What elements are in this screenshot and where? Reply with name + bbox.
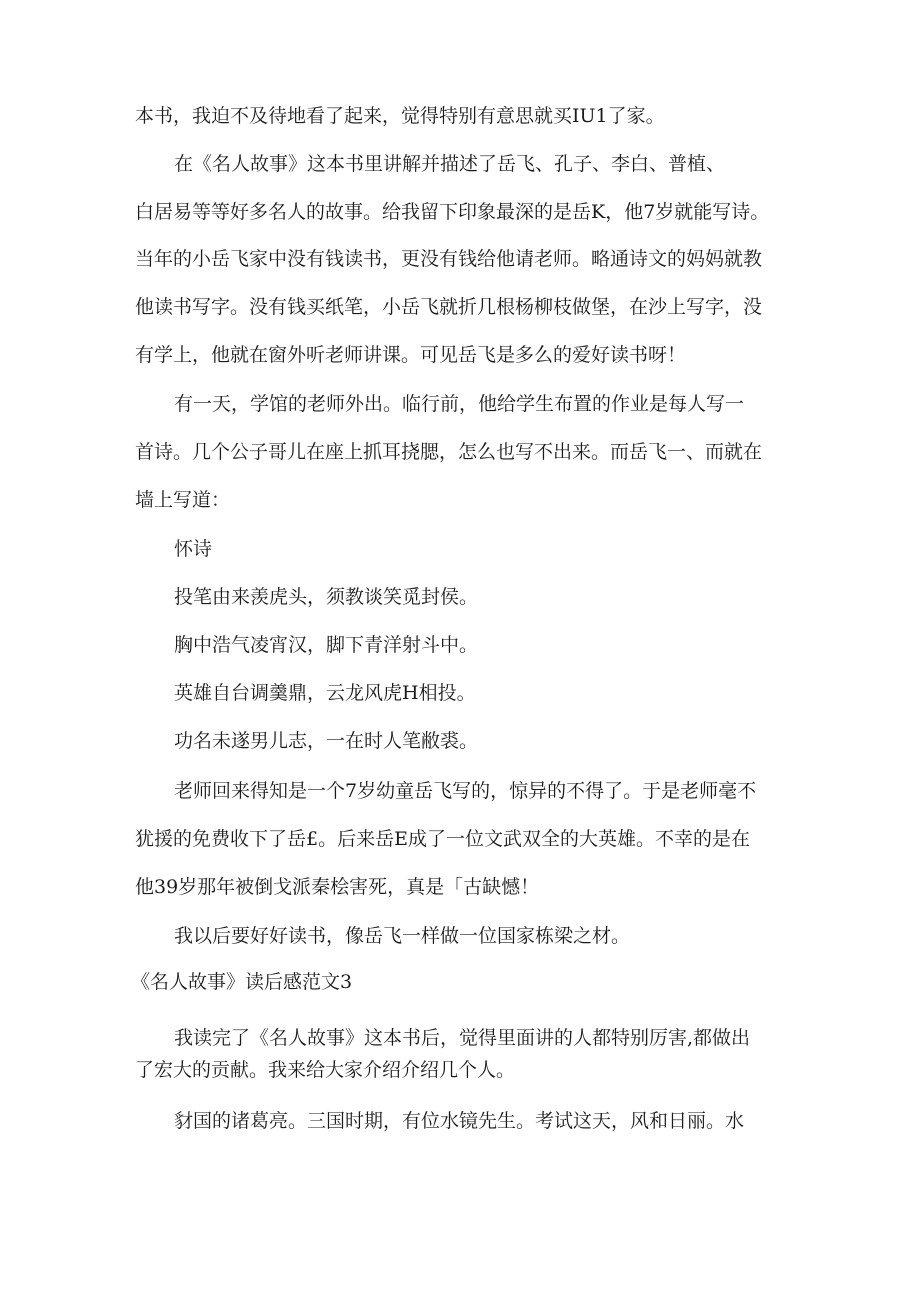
paragraph-line: 了宏大的贡献。我来给大家介绍介绍几个人。: [135, 1059, 516, 1081]
paragraph-line: 犹援的免费收下了岳£。后来岳E成了一位文武双全的大英雄。不幸的是在: [135, 828, 750, 850]
paragraph-line: 当年的小岳飞家中没有钱读书，更没有钱给他请老师。略通诗文的妈妈就教: [135, 248, 763, 270]
paragraph-line: 我读完了《名人故事》这本书后，觉得里面讲的人都特别厉害,都做出: [174, 1027, 751, 1049]
paragraph-continuation-line: 本书，我迫不及待地看了起来，觉得特别有意思就买IU1了家。: [135, 105, 665, 127]
poem-line: 投笔由来羡虎头，须教谈笑觅封侯。: [174, 586, 479, 608]
paragraph-line: 墙上写道：: [135, 489, 231, 511]
poem-line: 功名未遂男儿志，一在时人笔敝裘。: [174, 730, 479, 752]
section-heading: 《名人故事》读后感范文3: [131, 971, 353, 993]
paragraph-line: 老师回来得知是一个7岁幼童岳飞写的，惊异的不得了。于是老师毫不: [174, 780, 757, 802]
paragraph-line: 他39岁那年被倒戈派秦桧害死，真是「古缺憾！: [135, 876, 540, 898]
poem-title: 怀诗: [174, 538, 213, 560]
poem-line: 英雄自台调羹鼎，云龙风虎H相投。: [174, 682, 476, 704]
paragraph-line: 豺国的诸葛亮。三国时期，有位水镜先生。考试这天，风和日丽。水: [174, 1110, 745, 1132]
paragraph-line: 有一天，学馆的老师外出。临行前，他给学生布置的作业是每人写一: [174, 393, 745, 415]
paragraph-line: 有学上，他就在窗外听老师讲课。可见岳飞是多么的爱好读书呀！: [135, 344, 687, 366]
paragraph-line: 白居易等等好多名人的故事。给我留下印象最深的是岳K，他7岁就能写诗。: [135, 201, 770, 223]
paragraph-line: 我以后要好好读书，像岳飞一样做一位国家栋梁之材。: [174, 925, 631, 947]
paragraph-line: 在《名人故事》这本书里讲解并描述了岳飞、孔子、李白、普植、: [174, 153, 726, 175]
paragraph-line: 首诗。几个公子哥儿在座上抓耳挠腮，怎么也写不出来。而岳飞一、而就在: [135, 441, 763, 463]
paragraph-line: 他读书写字。没有钱买纸笔，小岳飞就折几根杨柳枝做堡，在沙上写字，没: [135, 296, 763, 318]
poem-line: 胸中浩气凌宵汉，脚下青洋射斗中。: [174, 634, 479, 656]
